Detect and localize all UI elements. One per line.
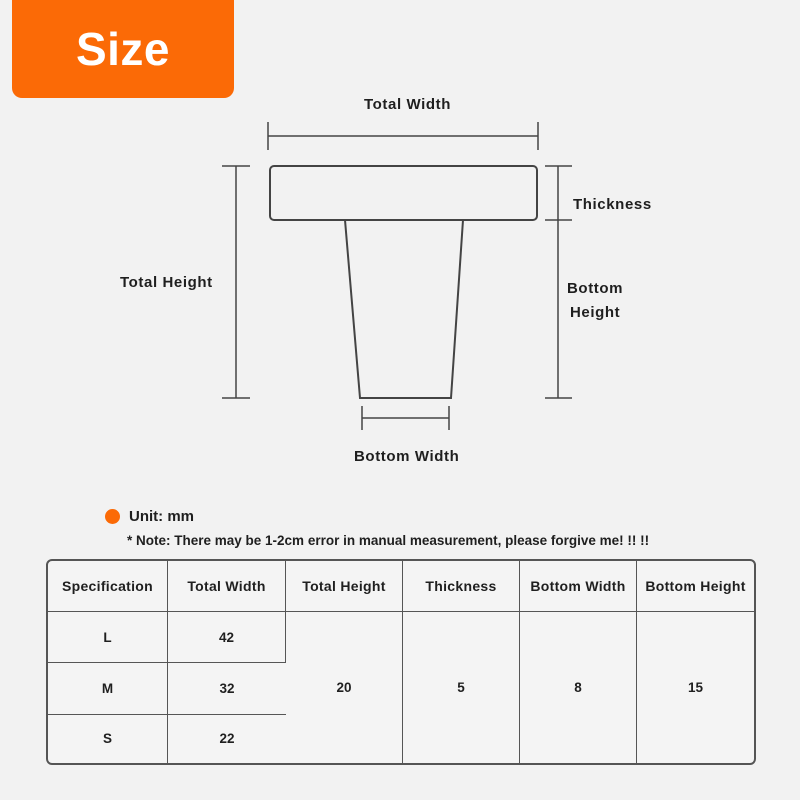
bottom-width-cell: 8 — [520, 612, 637, 763]
bullet-dot-icon — [105, 509, 120, 524]
table-header-row — [48, 561, 754, 612]
total-height-label: Total Height — [120, 274, 213, 291]
thickness-cell: 5 — [403, 612, 520, 763]
table-row — [48, 612, 754, 663]
total-width-cell: 32 — [168, 663, 286, 714]
bottom-width-label: Bottom Width — [354, 448, 460, 465]
thickness-label: Thickness — [573, 196, 652, 213]
spec-cell: L — [48, 612, 168, 663]
unit-label: Unit: mm — [129, 508, 194, 525]
bottom-height-label-line2: Height — [570, 304, 621, 321]
unit-row — [105, 508, 194, 525]
total-width-label: Total Width — [364, 96, 451, 113]
total-width-cell: 22 — [219, 731, 235, 747]
tapered-leg-shape — [345, 220, 463, 398]
total-height-cell: 20 — [286, 612, 403, 763]
size-table — [46, 559, 756, 765]
top-plate-shape — [270, 166, 537, 220]
header-bottom-height: Bottom Height — [637, 561, 754, 612]
bottom-height-label-line1: Bottom — [567, 280, 624, 297]
header-total-height: Total Height — [286, 561, 403, 612]
header-specification: Specification — [48, 561, 168, 612]
measurement-note: * Note: There may be 1-2cm error in manual measurement, please forgive me! !! !! — [127, 533, 650, 548]
header-thickness: Thickness — [403, 561, 520, 612]
size-title: Size — [75, 23, 171, 75]
bottom-height-cell: 15 — [687, 680, 704, 695]
header-total-width: Total Width — [168, 561, 286, 612]
spec-cell: M — [48, 663, 168, 714]
header-bottom-width: Bottom Width — [520, 561, 637, 612]
total-width-cell: 42 — [168, 612, 286, 663]
spec-cell: S — [48, 715, 168, 763]
